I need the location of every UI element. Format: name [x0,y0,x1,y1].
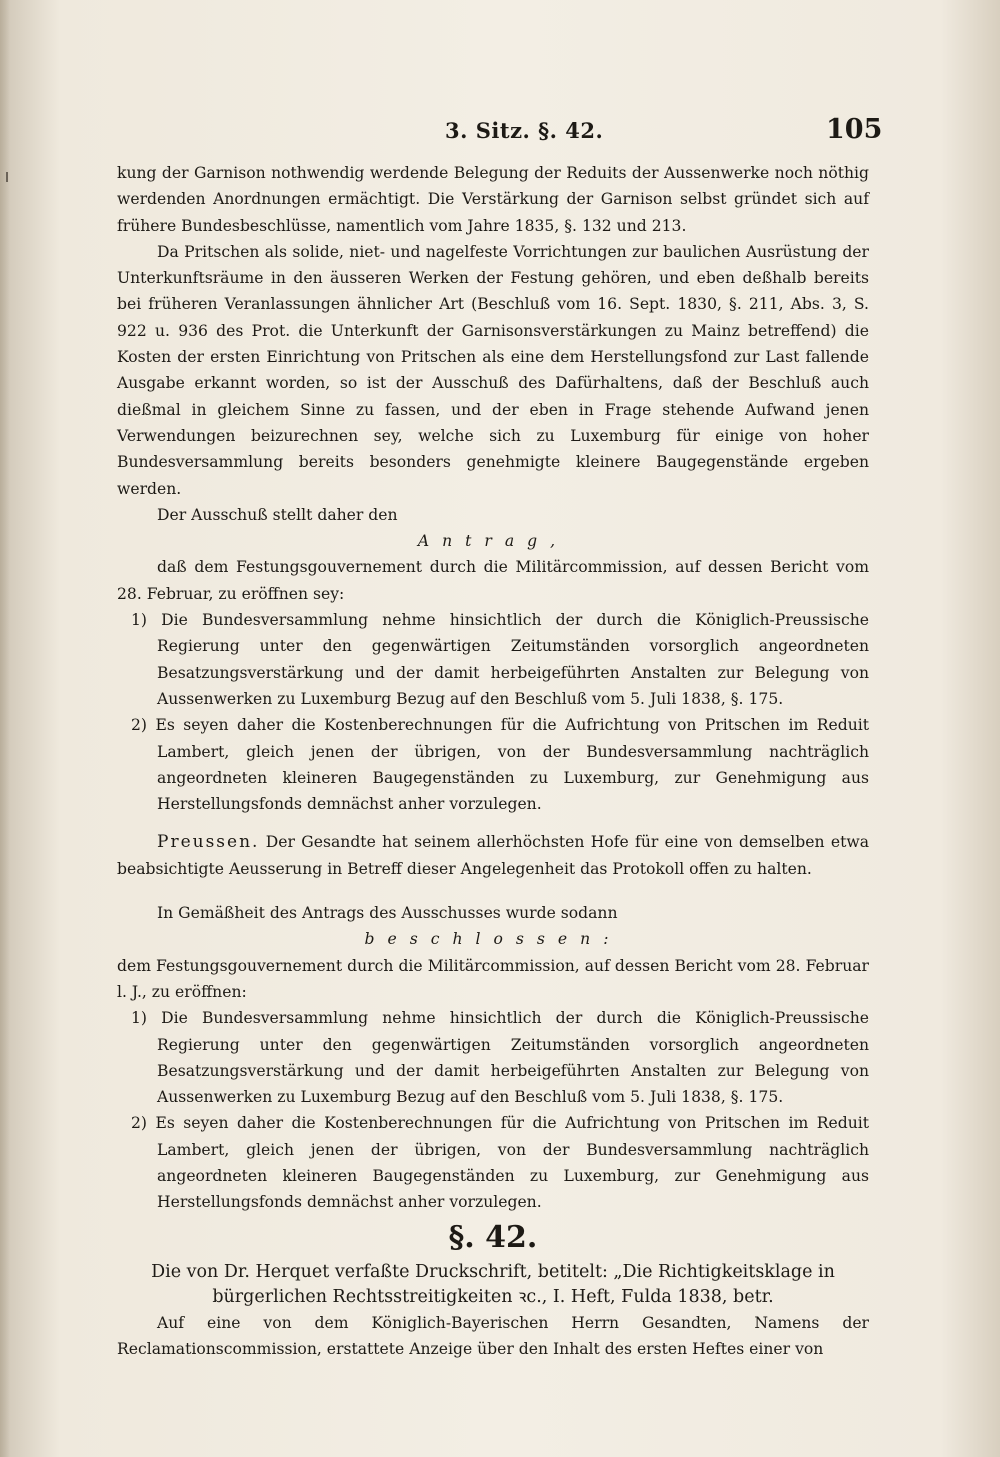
list-item-1: 1) Die Bundesversammlung nehme hinsichtlich der durch die Königlich-Preussische Regierung unter den gegenwärtigen Zeitumständen vorsorglich angeordneten Besatzungsverstärkung und der damit herbeigeführten Anstalten zur Belegung von Aussenwerken zu Luxemburg Bezug auf den Beschluß vom 5. Juli 1838, §. 175. [131,611,869,708]
paragraph-beschluss-text: dem Festungsgouvernement durch die Militärcommission, auf dessen Bericht vom 28. Februar l. J., zu eröffnen: [117,956,869,1001]
spacer [117,817,869,829]
list-item-4: 2) Es seyen daher die Kostenberechnungen für die Aufrichtung von Pritschen im Reduit Lambert, gleich jenen der übrigen, von der Bundesversammlung nachträglich angeordneten kleineren Baugegenständen zu Luxemburg, zur Genehmigung aus Herstellungsfonds demnächst anher vorzulegen. [131,1114,869,1212]
margin-mark [6,172,8,182]
page-shadow-edge [0,0,10,1457]
paragraph-section-lead: Auf eine von dem Königlich-Bayerischen Herrn Gesandten, Namens der Reclamationscommission, erstattete Anzeige über den Inhalt des ersten Heftes einer von [117,1313,869,1358]
paragraph-gemaessheit: In Gemäßheit des Antrags des Ausschusses wurde sodann [157,904,618,923]
page-header [0,114,1000,154]
body-text [117,160,869,1362]
heading-beschlossen: beschlossen: [364,930,622,949]
paragraph-antrag-text: daß dem Festungsgouvernement durch die Militärcommission, auf dessen Bericht vom 28. Februar, zu eröffnen sey: [117,558,869,603]
list-item-3: 1) Die Bundesversammlung nehme hinsichtlich der durch die Königlich-Preussische Regierung unter den gegenwärtigen Zeitumständen vorsorglich angeordneten Besatzungsverstärkung und der damit herbeigeführten Anstalten zur Belegung von Aussenwerken zu Luxemburg Bezug auf den Beschluß vom 5. Juli 1838, §. 175. [131,1009,869,1107]
preussen-text: Der Gesandte hat seinem allerhöchsten Hofe für eine von demselben etwa beabsichtigte Aeusserung in Betreff dieser Angelegenheit das Protokoll offen zu halten. [117,833,869,878]
spacer [117,882,869,900]
list-item-2: 2) Es seyen daher die Kostenberechnungen für die Aufrichtung von Pritschen im Reduit Lambert, gleich jenen der übrigen, von der Bundesversammlung nachträglich angeordneten kleineren Baugegenständen zu Luxemburg, zur Genehmigung aus Herstellungsfonds demnächst anher vorzulegen. [131,716,869,814]
heading-antrag: Antrag, [417,532,569,551]
section-description: Die von Dr. Herquet verfaßte Druckschrift, betitelt: „Die Richtigkeitsklage in bürgerlichen Rechtsstreitigkeiten ꝛc., I. Heft, Fulda 1838, betr. [151,1261,835,1307]
running-title: 3. Sitz. §. 42. [445,118,604,143]
page-number: 105 [826,114,883,145]
paragraph-preussen [117,829,869,882]
paragraph-pritschen: Da Pritschen als solide, niet- und nagelfeste Vorrichtungen zur baulichen Ausrüstung der Unterkunftsräume in den äusseren Werken der Festung gehören, und eben deßhalb bereits bei früheren Veranlassungen ähnlicher Art (Beschluß vom 16. Sept. 1830, §. 211, Abs. 3, S. 922 u. 936 des Prot. die Unterkunft der Garnisonsverstärkungen zu Mainz betreffend) die Kosten der ersten Einrichtung von Pritschen als eine dem Herstellungsfond zur Last fallende Ausgabe erkannt worden, so ist der Ausschuß des Dafürhaltens, daß der Beschluß auch dießmal in gleichem Sinne zu fassen, und der eben in Frage stehende Aufwand jenen Verwendungen beizurechnen sey, welche sich zu Luxemburg für einige von hoher Bundesversammlung bereits besonders genehmigte kleinere Baugegenstände ergeben werden. [117,242,869,498]
state-label-preussen: Preussen. [157,832,260,853]
section-number: §. 42. [448,1219,538,1255]
paragraph-continuation: kung der Garnison nothwendig werdende Belegung der Reduits der Aussenwerke noch nöthig werdenden Anordnungen ermächtigt. Die Verstärkung der Garnison selbst gründet sich auf frühere Bundesbeschlüsse, namentlich vom Jahre 1835, §. 132 und 213. [117,164,869,235]
paragraph-ausschuss: Der Ausschuß stellt daher den [157,505,398,524]
